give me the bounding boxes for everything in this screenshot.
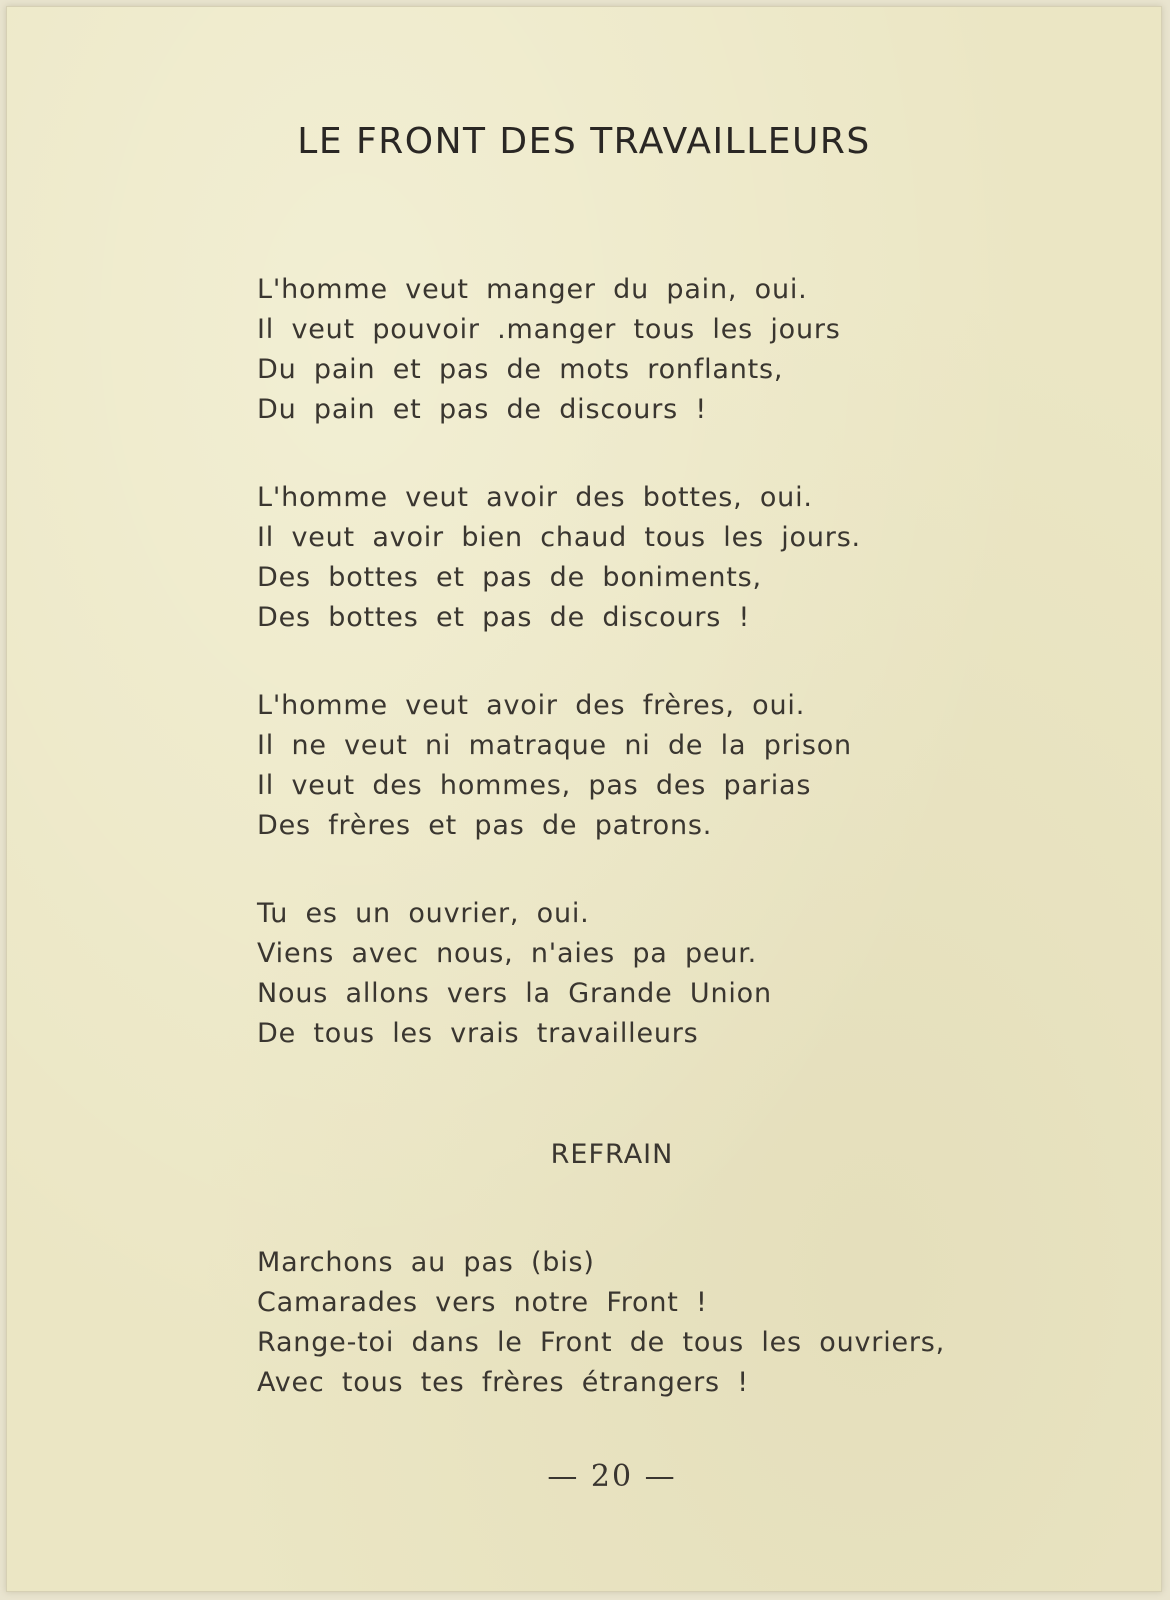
verse-line: Des bottes et pas de boniments, — [257, 562, 762, 593]
refrain-line: Range-toi dans le Front de tous les ouvriers, — [257, 1327, 946, 1358]
verse-line: Tu es un ouvrier, oui. — [257, 898, 590, 929]
verse-line: Du pain et pas de mots ronflants, — [257, 354, 784, 385]
verse-line: L'homme veut avoir des frères, oui. — [257, 690, 806, 721]
verse-line: Il veut des hommes, pas des parias — [257, 770, 812, 801]
verse-line: Du pain et pas de discours ! — [257, 394, 707, 425]
verse-line: De tous les vrais travailleurs — [257, 1018, 699, 1049]
verse-line: L'homme veut avoir des bottes, oui. — [257, 482, 813, 513]
stanza-2 — [257, 478, 1057, 638]
verse-line: Nous allons vers la Grande Union — [257, 978, 772, 1009]
verse-line: Il veut avoir bien chaud tous les jours. — [257, 522, 861, 553]
stanza-4 — [257, 894, 1057, 1054]
page-number: — 20 — — [547, 1459, 677, 1494]
verse-line: L'homme veut manger du pain, oui. — [257, 274, 808, 305]
song-title: LE FRONT DES TRAVAILLEURS — [297, 121, 871, 162]
refrain-stanza — [257, 1243, 1077, 1403]
stanza-3 — [257, 686, 1057, 846]
refrain-line: Avec tous tes frères étrangers ! — [257, 1367, 749, 1398]
refrain-line: Camarades vers notre Front ! — [257, 1287, 708, 1318]
refrain-line: Marchons au pas (bis) — [257, 1247, 595, 1278]
verse-line: Il veut pouvoir .manger tous les jours — [257, 314, 841, 345]
verse-line: Viens avec nous, n'aies pa peur. — [257, 938, 758, 969]
refrain-heading: REFRAIN — [550, 1139, 674, 1170]
verse-line: Il ne veut ni matraque ni de la prison — [257, 730, 852, 761]
book-page — [6, 6, 1162, 1592]
verse-line: Des bottes et pas de discours ! — [257, 602, 751, 633]
stanza-1 — [257, 270, 1057, 430]
verse-line: Des frères et pas de patrons. — [257, 810, 713, 841]
verses — [257, 270, 1057, 1102]
